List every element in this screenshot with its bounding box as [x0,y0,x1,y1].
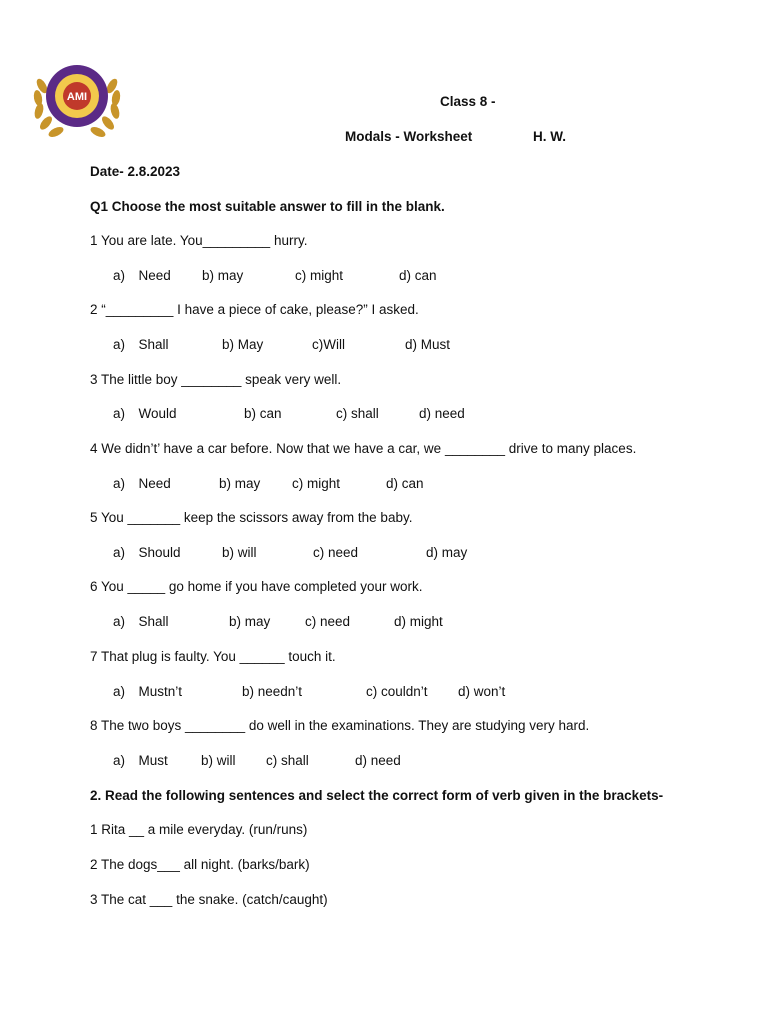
q5-option-c: c) need [313,545,359,560]
question-6: 6 You _____ go home if you have completed your work. [90,579,423,594]
q1-option-d: d) can [399,268,437,283]
question-3: 3 The little boy ________ speak very well. [90,372,342,387]
q8-option-c: c) shall [266,753,309,768]
q7-option-b: b) needn’t [242,684,303,699]
q6-option-a: a) Shall [113,614,169,629]
q5-option-d: d) may [426,545,468,560]
logo-text: AMI [66,91,88,103]
homework-label: H. W. [533,129,566,144]
q4-option-c: c) might [292,476,341,491]
q7-option-d: d) won’t [458,684,506,699]
question-8: 8 The two boys ________ do well in the examinations. They are studying very hard. [90,718,590,733]
q6-option-d: d) might [394,614,443,629]
date-label: Date- 2.8.2023 [90,164,181,179]
q4-option-b: b) may [219,476,261,491]
section2-title: 2. Read the following sentences and select the correct form of verb given in the brackets- [90,788,664,803]
q2-option-c: c)Will [312,337,345,352]
q5-option-b: b) will [222,545,257,560]
q4-option-d: d) can [386,476,424,491]
q1-option-a: a) Need [113,268,171,283]
section2-item-3: 3 The cat ___ the snake. (catch/caught) [90,892,328,907]
section1-title: Q1 Choose the most suitable answer to fill in the blank. [90,199,445,214]
question-4: 4 We didn’t’ have a car before. Now that we have a car, we ________ drive to many places. [90,441,637,456]
section2-item-2: 2 The dogs___ all night. (barks/bark) [90,857,310,872]
q2-option-b: b) May [222,337,264,352]
q8-option-a: a) Must [113,753,168,768]
section2-item-1: 1 Rita __ a mile everyday. (run/runs) [90,822,308,837]
school-logo [28,56,126,144]
q1-option-c: c) might [295,268,344,283]
q3-option-d: d) need [419,406,465,421]
question-5: 5 You _______ keep the scissors away from the baby. [90,510,413,525]
q2-option-a: a) Shall [113,337,169,352]
question-7: 7 That plug is faulty. You ______ touch it. [90,649,336,664]
q3-option-b: b) can [244,406,282,421]
worksheet-title: Modals - Worksheet [345,129,473,144]
q3-option-a: a) Would [113,406,177,421]
q8-option-b: b) will [201,753,236,768]
q1-option-b: b) may [202,268,244,283]
q2-option-d: d) Must [405,337,451,352]
q8-option-d: d) need [355,753,401,768]
q7-option-a: a) Mustn’t [113,684,183,699]
q6-option-c: c) need [305,614,351,629]
q7-option-c: c) couldn’t [366,684,428,699]
q6-option-b: b) may [229,614,271,629]
class-label: Class 8 - [440,94,496,109]
question-1: 1 You are late. You_________ hurry. [90,233,308,248]
q5-option-a: a) Should [113,545,181,560]
question-2: 2 “_________ I have a piece of cake, please?” I asked. [90,302,419,317]
q3-option-c: c) shall [336,406,379,421]
q4-option-a: a) Need [113,476,171,491]
